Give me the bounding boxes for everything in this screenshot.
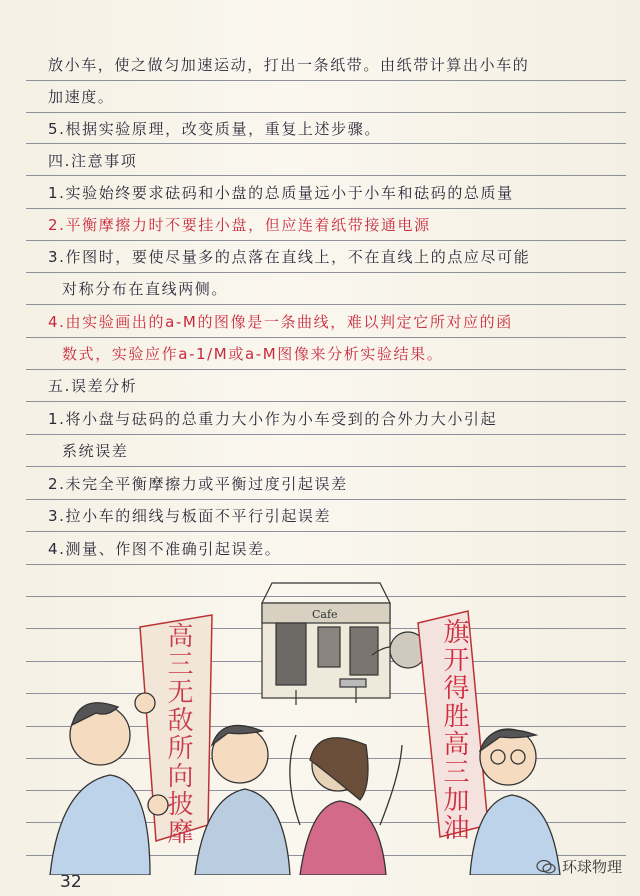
cafe-drawing <box>262 583 426 705</box>
watermark <box>536 856 622 877</box>
text-line: 5.根据实验原理，改变质量，重复上述步骤。 <box>48 120 381 138</box>
text-line: 放小车，使之做匀加速运动，打出一条纸带。由纸带计算出小车的 <box>48 56 530 74</box>
ruled-line <box>26 337 626 338</box>
ruled-line <box>26 208 626 209</box>
cheering-students-illustration <box>0 575 640 875</box>
text-line: 4.测量、作图不准确引起误差。 <box>48 540 282 558</box>
text-line: 对称分布在直线两侧。 <box>62 280 229 298</box>
text-line: 系统误差 <box>62 442 129 460</box>
left-banner-text: 高三无敌所向披靡 <box>163 622 193 846</box>
wechat-icon <box>536 860 556 874</box>
text-line: 2.未完全平衡摩擦力或平衡过度引起误差 <box>48 475 348 493</box>
section-heading: 四.注意事项 <box>48 152 138 170</box>
text-line: 3.拉小车的细线与板面不平行引起误差 <box>48 507 332 525</box>
ruled-line <box>26 564 626 565</box>
ruled-line <box>26 531 626 532</box>
right-banner-text: 旗开得胜高三加油 <box>439 618 469 842</box>
girl-student <box>290 735 402 875</box>
ruled-line <box>26 369 626 370</box>
ruled-line <box>26 272 626 273</box>
page-number: 32 <box>60 872 82 892</box>
section-heading: 五.误差分析 <box>48 377 138 395</box>
ruled-line <box>26 434 626 435</box>
highlight-line: 4.由实验画出的a-M的图像是一条曲线，难以判定它所对应的函 <box>48 313 513 331</box>
highlight-line: 2.平衡摩擦力时不要挂小盘，但应连着纸带接通电源 <box>48 216 431 234</box>
ruled-line <box>26 499 626 500</box>
text-line: 加速度。 <box>48 88 115 106</box>
watermark-label: 环球物理 <box>561 858 622 876</box>
ruled-line <box>26 304 626 305</box>
ruled-line <box>26 466 626 467</box>
cafe-sign: Cafe <box>312 608 338 621</box>
text-line: 1.将小盘与砝码的总重力大小作为小车受到的合外力大小引起 <box>48 410 498 428</box>
text-line: 1.实验始终要求砝码和小盘的总质量远小于小车和砝码的总质量 <box>48 184 514 202</box>
ruled-line <box>26 401 626 402</box>
highlight-line: 数式，实验应作a-1/M或a-M图像来分析实验结果。 <box>62 345 444 363</box>
ruled-line <box>26 240 626 241</box>
text-line: 3.作图时，要使尽量多的点落在直线上，不在直线上的点应尽可能 <box>48 248 531 266</box>
ruled-line <box>26 112 626 113</box>
ruled-line <box>26 80 626 81</box>
